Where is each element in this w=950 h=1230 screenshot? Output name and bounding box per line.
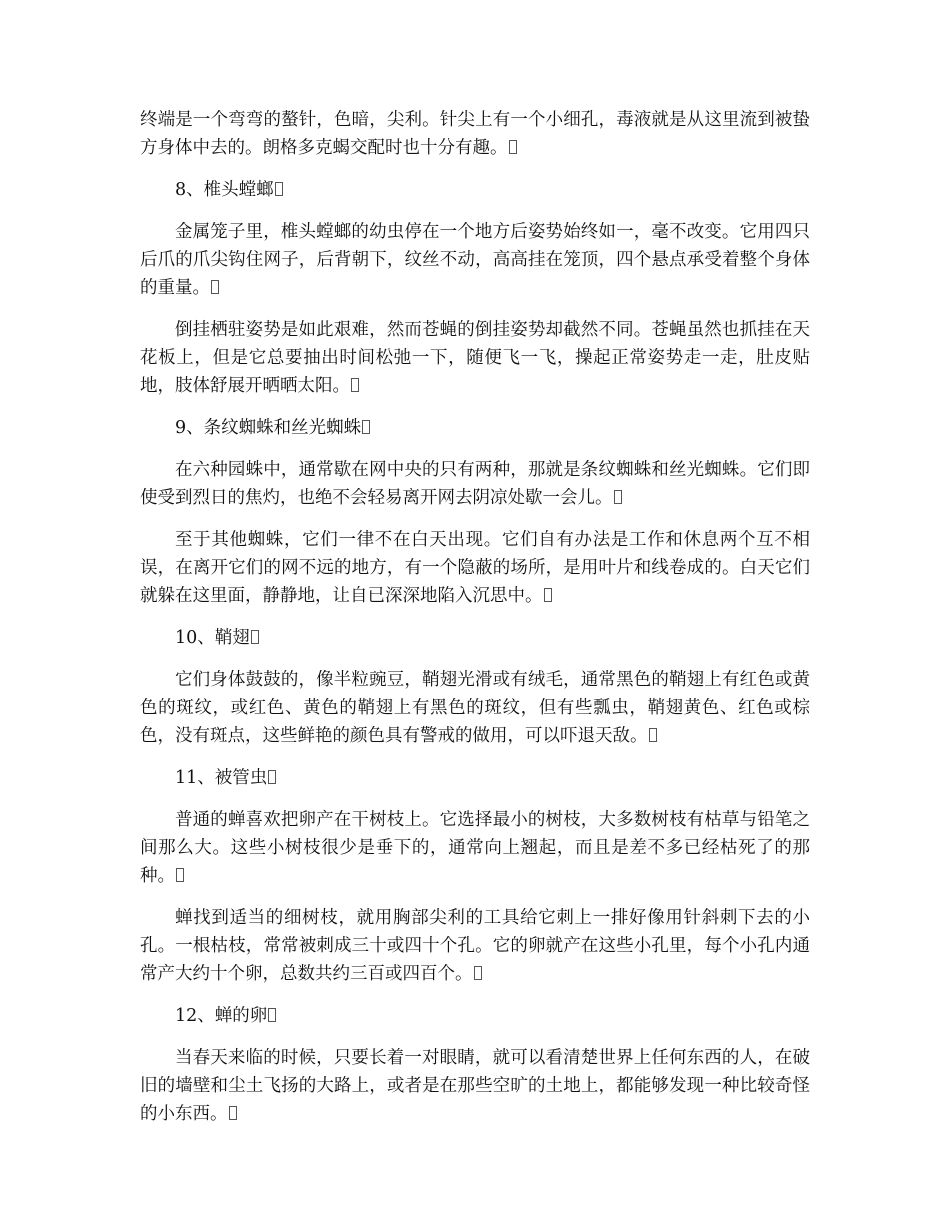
paragraph: 金属笼子里，椎头螳螂的幼虫停在一个地方后姿势始终如一，毫不改变。它用四只后爪的爪尖钩住网子，后背朝下，纹丝不动，高高挂在笼顶，四个悬点承受着整个身体的重量。 — [140, 222, 810, 298]
paragraph-end-mark — [474, 966, 482, 980]
paragraph: 蝉找到适当的细树枝，就用胸部尖利的工具给它刺上一排好像用针斜刺下去的小孔。一根枯枝，常常被刺成三十或四十个孔。它的卵就产在这些小孔里，每个小孔内通常产大约十个卵，总数共约三百或四百个。 — [140, 908, 810, 984]
paragraph: 终端是一个弯弯的螯针，色暗，尖利。针尖上有一个小细孔，毒液就是从这里流到被蛰方身体中去的。朗格多克蝎交配时也十分有趣。 — [140, 110, 810, 158]
paragraph-end-mark — [229, 1106, 237, 1120]
paragraph-end-mark — [275, 182, 283, 196]
section-heading: 11、被管虫 — [140, 764, 810, 792]
paragraph-end-mark — [268, 1008, 276, 1022]
paragraph: 倒挂栖驻姿势是如此艰难，然而苍蝇的倒挂姿势却截然不同。苍蝇虽然也抓挂在天花板上，但是它总要抽出时间松弛一下，随便飞一飞，操起正常姿势走一走，肚皮贴地，肢体舒展开晒晒太阳。 — [140, 320, 810, 396]
paragraph: 它们身体鼓鼓的，像半粒豌豆，鞘翅光滑或有绒毛，通常黑色的鞘翅上有红色或黄色的斑纹，或红色、黄色的鞘翅上有黑色的斑纹，但有些瓢虫，鞘翅黄色、红色或棕色，没有斑点，这些鲜艳的颜色具有警戒的做用，可以吓退天敌。 — [140, 670, 810, 746]
paragraph-end-mark — [649, 728, 657, 742]
section-heading: 12、蝉的卵 — [140, 1002, 810, 1030]
document-page — [140, 106, 810, 1142]
paragraph: 当春天来临的时候，只要长着一对眼睛，就可以看清楚世界上任何东西的人，在破旧的墙壁和尘土飞扬的大路上，或者是在那些空旷的土地上，都能够发现一种比较奇怪的小东西。 — [140, 1048, 810, 1124]
section-heading: 10、鞘翅 — [140, 624, 810, 652]
paragraph-end-mark — [544, 588, 552, 602]
paragraph-end-mark — [362, 420, 370, 434]
paragraph: 普通的蝉喜欢把卵产在干树枝上。它选择最小的树枝，大多数树枝有枯草与铅笔之间那么大。这些小树枝很少是垂下的，通常向上翘起，而且是差不多已经枯死了的那种。 — [140, 810, 810, 886]
section-heading: 9、条纹蜘蛛和丝光蜘蛛 — [140, 414, 810, 442]
paragraph-end-mark — [251, 630, 259, 644]
paragraph-end-mark — [614, 490, 622, 504]
paragraph: 至于其他蜘蛛，它们一律不在白天出现。它们自有办法是工作和休息两个互不相误，在离开它们的网不远的地方，有一个隐蔽的场所，是用叶片和线卷成的。白天它们就躲在这里面，静静地，让自已深深地陷入沉思中。 — [140, 530, 810, 606]
paragraph-end-mark — [268, 770, 276, 784]
paragraph-end-mark — [509, 140, 517, 154]
paragraph-end-mark — [351, 378, 359, 392]
paragraph-end-mark — [211, 280, 219, 294]
section-heading: 8、椎头螳螂 — [140, 176, 810, 204]
paragraph-end-mark — [176, 868, 184, 882]
paragraph: 在六种园蛛中，通常歇在网中央的只有两种，那就是条纹蜘蛛和丝光蜘蛛。它们即使受到烈日的焦灼，也绝不会轻易离开网去阴凉处歇一会儿。 — [140, 460, 810, 508]
